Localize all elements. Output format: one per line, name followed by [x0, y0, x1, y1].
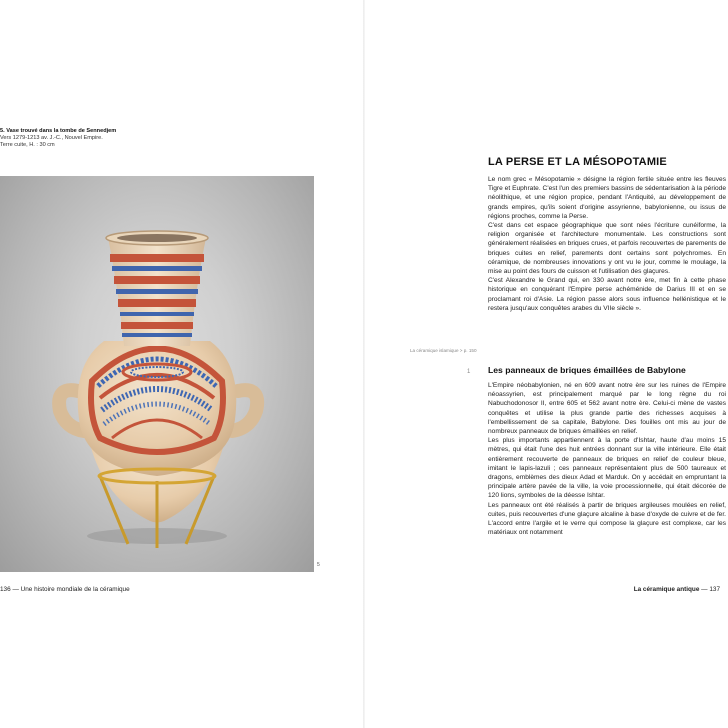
caption-date: Vers 1279-1213 av. J.-C., Nouvel Empire.: [0, 135, 103, 142]
right-page: [364, 0, 728, 728]
paragraph: Les panneaux ont été réalisés à partir de briques argileuses moulées en relief, cuites, puis recouvertes d'une glaçure alcaline à base d'oxyde de cuivre et de fer. L'accord entre l'argile et le verre qui compose la glaçure est complexe, car les matériaux ont notamment: [488, 501, 726, 537]
caption-material: Terre cuite, H. : 30 cm: [0, 142, 55, 149]
footer-left: 136 — Une histoire mondiale de la céramique: [0, 586, 130, 593]
paragraph: Le nom grec « Mésopotamie » désigne la région fertile située entre les fleuves Tigre et Euphrate. C'est l'un des premiers bassins de sédentarisation à la période néolithique, et une région propice, pendant l'Antiquité, au développement de grands empires, qu'ils soient d'origine assyrienne, babylonienne, ou issus de régions proches, comme la Perse.: [488, 176, 726, 220]
footer-right: [634, 586, 720, 593]
section-heading: LA PERSE ET LA MÉSOPOTAMIE: [488, 156, 667, 168]
babylon-text: [488, 381, 726, 537]
paragraph: C'est dans cet espace géographique que sont nées l'écriture cunéiforme, la religion organisée et l'architecture monumentale. Les constructions sont généralement réalisées en briques crues, et parfois recouvertes de parements de briques cuites en relief, parements dont certains sont polychromes. En céramique, de nombreuses innovations y ont vu le jour, comme le moulage, la mise au point des fours de cuisson et l'utilisation des glaçures.: [488, 222, 726, 276]
cross-reference-note: La céramique islamique > p. 150: [410, 348, 477, 353]
footer-chapter: La céramique antique: [633, 586, 700, 593]
intro-text: [488, 175, 726, 313]
figure-caption: [0, 128, 140, 150]
photo-number: 5: [317, 562, 320, 568]
paragraph: L'Empire néobabylonien, né en 609 avant notre ère sur les ruines de l'Empire néoassyrien, est principalement marqué par le long règne du roi Nabuchodonosor II, entre 605 et 562 avant notre ère. Celui-ci mène de vastes conquêtes et utilise la plus grande partie des richesses acquises à l'embellissement de sa capitale, Babylone. Des fouilles ont mis au jour de nombreux panneaux de briques émaillées en relief.: [488, 382, 726, 436]
paragraph: Les plus importants appartiennent à la porte d'Ishtar, haute d'au moins 15 mètres, qui était l'une des huit entrées donnant sur la ville intérieure. Elle était entièrement recouverte de panneaux de briques en relief de couleur bleue, imitant le lapis-lazuli ; ces panneaux représentaient plus de 500 taureaux et dragons, emblèmes des dieux Adad et Marduk. On y accédait en empruntant la principale artère pavée de la ville, la voie processionnelle, qui était décorée de 120 lions, symboles de la déesse Ishtar.: [488, 437, 726, 500]
vase-illustration: [0, 176, 314, 572]
section-marker: 1: [467, 369, 471, 375]
paragraph: C'est Alexandre le Grand qui, en 330 avant notre ère, met fin à cette phase historique en conquérant l'Empire perse achéménide de Darius III et en se proclamant roi d'Asie. La région passe alors sous influence hellénistique et le restera jusqu'aux conquêtes arabes du VIIe siècle ».: [488, 277, 726, 312]
caption-title: 5. Vase trouvé dans la tombe de Sennedjem: [0, 128, 117, 134]
footer-page-number: — 137: [699, 586, 720, 593]
subheading: Les panneaux de briques émaillées de Babylone: [488, 365, 686, 375]
vase-photograph: [0, 176, 314, 572]
